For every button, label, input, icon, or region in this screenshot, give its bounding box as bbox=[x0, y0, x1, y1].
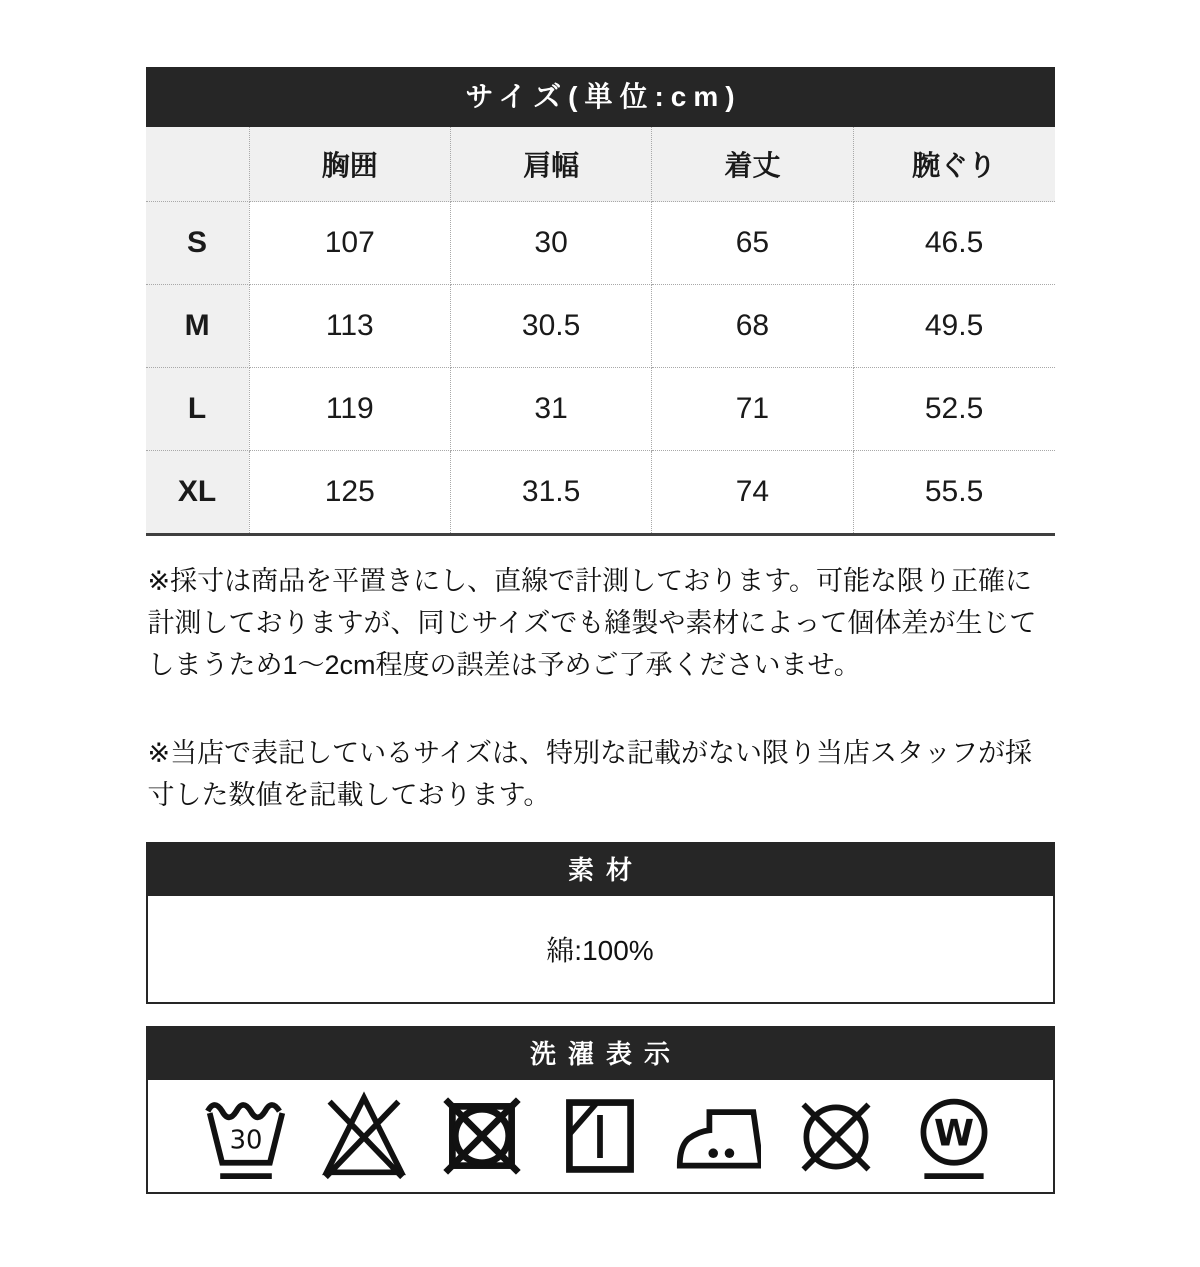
value-cell: 113 bbox=[249, 285, 450, 368]
value-cell: 55.5 bbox=[853, 451, 1054, 535]
wash-30-gentle-icon bbox=[203, 1088, 289, 1184]
value-cell: 52.5 bbox=[853, 368, 1054, 451]
size-section bbox=[146, 67, 1055, 536]
value-cell: 71 bbox=[652, 368, 853, 451]
size-label: S bbox=[146, 202, 250, 285]
size-row-m bbox=[146, 285, 1055, 368]
measurement-note: ※採寸は商品を平置きにし、直線で計測しております。可能な限り正確に計測しておりますが、同じサイズでも縫製や素材によって個体差が生じてしまうため1〜2cm程度の誤差は予めご了承くださいませ。 bbox=[147, 566, 1037, 680]
svg-text:W: W bbox=[933, 1111, 975, 1155]
size-row-l bbox=[146, 368, 1055, 451]
size-table bbox=[146, 127, 1055, 536]
laundry-symbols bbox=[148, 1080, 1053, 1192]
value-cell: 65 bbox=[652, 202, 853, 285]
size-row-xl bbox=[146, 451, 1055, 535]
value-cell: 107 bbox=[249, 202, 450, 285]
value-cell: 74 bbox=[652, 451, 853, 535]
size-table-header-row bbox=[146, 127, 1055, 202]
value-cell: 119 bbox=[249, 368, 450, 451]
value-cell: 46.5 bbox=[853, 202, 1054, 285]
laundry-section bbox=[146, 1026, 1055, 1194]
material-section bbox=[146, 842, 1055, 1004]
value-cell: 30.5 bbox=[450, 285, 651, 368]
value-cell: 49.5 bbox=[853, 285, 1054, 368]
svg-text:30: 30 bbox=[229, 1125, 263, 1156]
value-cell: 31.5 bbox=[450, 451, 651, 535]
laundry-section-title: 洗濯表示 bbox=[148, 1028, 1053, 1080]
size-table-corner-cell bbox=[146, 127, 250, 202]
material-section-title: 素材 bbox=[148, 844, 1053, 896]
line-dry-in-shade-icon bbox=[557, 1088, 643, 1184]
wet-clean-gentle-icon bbox=[911, 1088, 997, 1184]
size-section-title: サイズ(単位:cm) bbox=[146, 67, 1055, 127]
value-cell: 31 bbox=[450, 368, 651, 451]
value-cell: 30 bbox=[450, 202, 651, 285]
col-header-chest: 胸囲 bbox=[249, 127, 450, 202]
size-label: L bbox=[146, 368, 250, 451]
material-value: 綿:100% bbox=[148, 896, 1053, 1002]
value-cell: 125 bbox=[249, 451, 450, 535]
col-header-armhole: 腕ぐり bbox=[853, 127, 1054, 202]
size-label: M bbox=[146, 285, 250, 368]
col-header-shoulder: 肩幅 bbox=[450, 127, 651, 202]
size-row-s bbox=[146, 202, 1055, 285]
iron-medium-icon bbox=[675, 1088, 761, 1184]
do-not-bleach-icon bbox=[321, 1088, 407, 1184]
product-spec-page bbox=[146, 67, 1055, 1194]
store-size-note: ※当店で表記しているサイズは、特別な記載がない限り当店スタッフが採寸した数値を記載しております。 bbox=[147, 738, 1032, 810]
value-cell: 68 bbox=[652, 285, 853, 368]
do-not-tumble-dry-icon bbox=[439, 1088, 525, 1184]
do-not-dry-clean-icon bbox=[793, 1088, 879, 1184]
size-label: XL bbox=[146, 451, 250, 535]
col-header-length: 着丈 bbox=[652, 127, 853, 202]
